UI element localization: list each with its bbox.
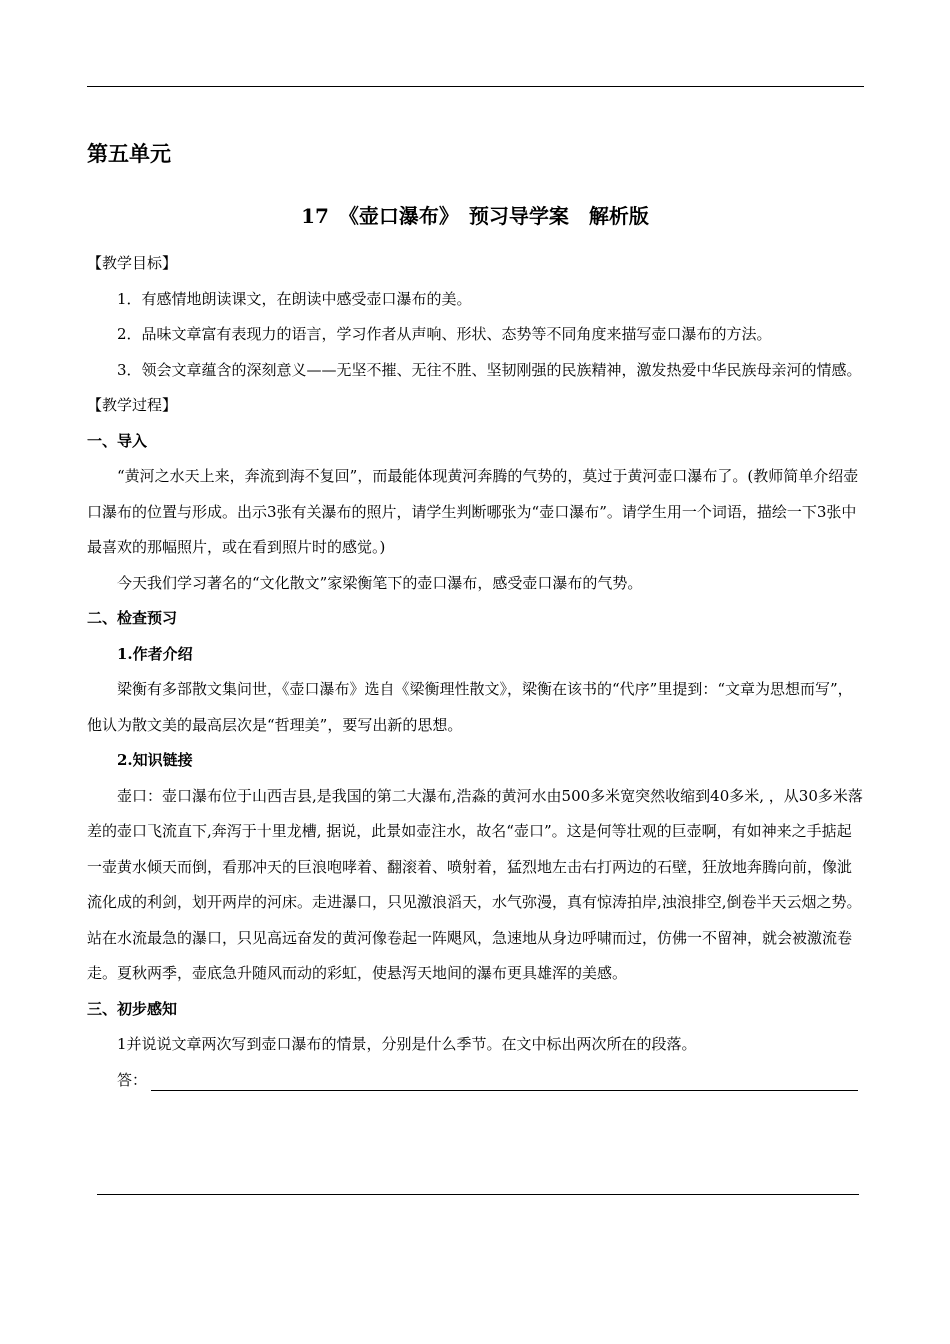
lesson-title: 17 《壶口瀑布》 预习导学案 解析版 [301, 204, 649, 228]
header-rule [87, 86, 864, 87]
teaching-goals-heading: 【教学目标】 [87, 254, 178, 272]
teaching-process-heading: 【教学过程】 [87, 396, 178, 414]
goal-item-1: 1．有感情地朗读课文，在朗读中感受壶口瀑布的美。 [117, 289, 472, 308]
goal-item-2: 2．品味文章富有表现力的语言，学习作者从声响、形状、态势等不同角度来描写壶口瀑布的方法。 [117, 325, 772, 343]
intro-paragraph-2: 今天我们学习著名的“文化散文”家梁衡笔下的壶口瀑布，感受壶口瀑布的气势。 [117, 573, 643, 592]
knowledge-link-heading: 2.知识链接 [117, 751, 193, 769]
knowledge-link-text: 壶口：壶口瀑布位于山西吉县,是我国的第二大瀑布,浩淼的黄河水由500多米宽突然收缩到40多米, ，从30多米落差的壶口飞流直下,奔泻于十里龙槽, 据说，此景如壶注水，故名“壶口”。这是何等壮观的巨壶啊，有如神来之手掂起一壶黄水倾天而倒，看那冲天的巨浪咆哮着、翻滚着、喷射着，猛烈地左击右打两边的石壁，狂放地奔腾向前，像泚流化成的利剑，划开两岸的河床。走进瀑口，只见激浪滔天，水气弥漫，真有惊涛拍岸,浊浪排空,倒卷半天云烟之势。站在水流最急的瀑口，只见高远奋发的黄河像卷起一阵飓风，急速地从身边呼啸而过，仿佛一不留神，就会被激流卷走。夏秋两季，壶底急升随风而动的彩虹，使悬泻天地间的瀑布更具雄浑的美感。 [87, 786, 863, 982]
author-intro-text: 梁衡有多部散文集问世，《壶口瀑布》选自《梁衡理性散文》，梁衡在该书的“代序”里提到：“文章为思想而写”，他认为散文美的最高层次是“哲理美”，要写出新的思想。 [87, 680, 853, 734]
preview-heading: 二、检查预习 [87, 609, 178, 627]
unit-title: 第五单元 [87, 141, 171, 166]
intro-heading: 一、导入 [87, 431, 148, 450]
perception-question: 1并说说文章两次写到壶口瀑布的情景，分别是什么季节。在文中标出两次所在的段落。 [117, 1035, 697, 1053]
answer-row [87, 1063, 864, 1098]
intro-paragraph-1: “黄河之水天上来，奔流到海不复回”，而最能体现黄河奔腾的气势的，莫过于黄河壶口瀑布了。(教师简单介绍壶口瀑布的位置与形成。出示3张有关瀑布的照片，请学生判断哪张为“壶口瀑布”。请学生用一个词语，描绘一下3张中最喜欢的那幅照片，或在看到照片时的感觉。) [87, 467, 859, 556]
answer-line[interactable] [151, 1090, 858, 1091]
perception-heading: 三、初步感知 [87, 999, 178, 1018]
author-intro-heading: 1.作者介绍 [117, 644, 193, 663]
answer-line-2[interactable] [97, 1194, 859, 1195]
goal-item-3: 3．领会文章蕴含的深刻意义——无坚不摧、无往不胜、坚韧刚强的民族精神，激发热爱中华民族母亲河的情感。 [117, 360, 862, 379]
document-body [87, 246, 864, 1098]
answer-label: 答： [117, 1070, 148, 1089]
